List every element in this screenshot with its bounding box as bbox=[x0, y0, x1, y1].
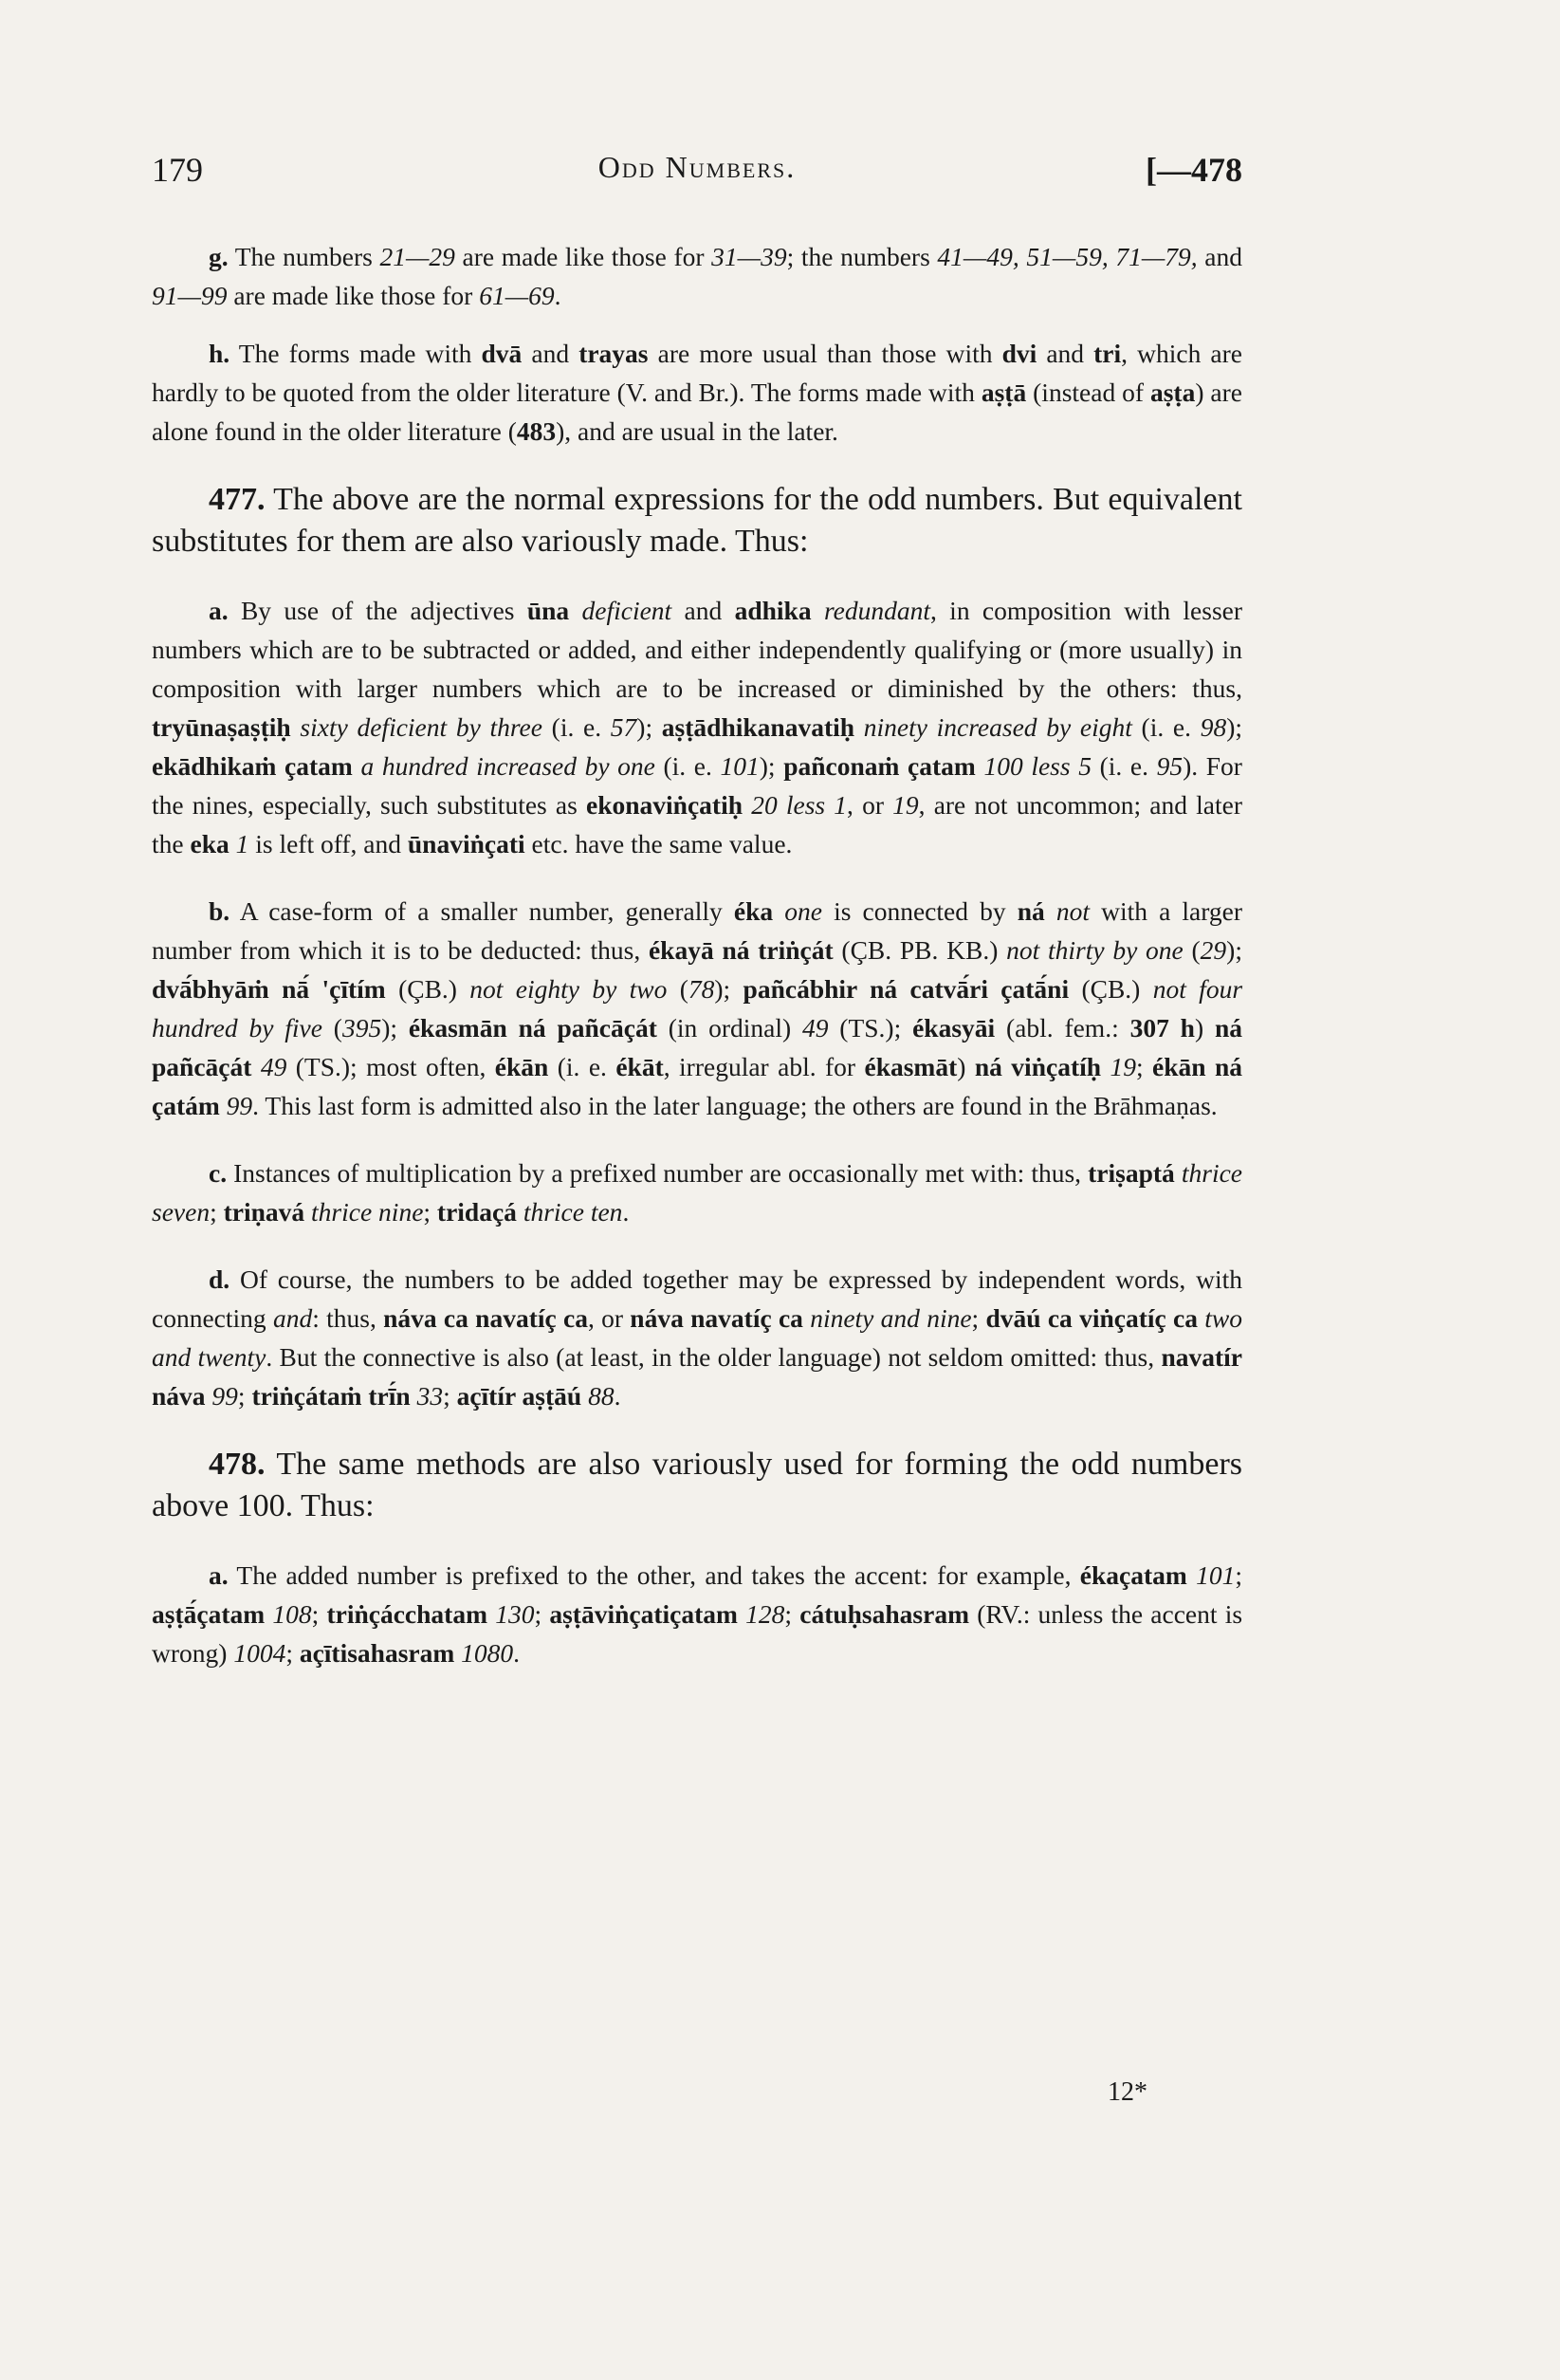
italic-gloss: 98 bbox=[1200, 712, 1227, 742]
text-run bbox=[738, 1599, 745, 1629]
text-run: ; bbox=[971, 1303, 986, 1333]
italic-gloss: 108 bbox=[272, 1599, 312, 1629]
text-run: are made like those for bbox=[227, 281, 480, 310]
paragraph-477b bbox=[152, 892, 1242, 1125]
bold-term: tridaçá bbox=[436, 1197, 517, 1227]
bold-term: navatír náva bbox=[152, 1342, 1242, 1411]
italic-gloss: 33 bbox=[416, 1381, 444, 1411]
text-run: are made like those for bbox=[454, 242, 712, 271]
bold-term: ekādhikaṁ çatam bbox=[152, 751, 353, 781]
italic-gloss: 21—29 bbox=[379, 242, 455, 271]
text-run: is connected by bbox=[821, 896, 1018, 926]
text-run: with a larger number from which it is to be deducted: thus, bbox=[152, 896, 1243, 965]
bold-term: ekonaviṅçatiḥ bbox=[585, 790, 743, 820]
italic-gloss: 101 bbox=[720, 751, 760, 781]
italic-gloss: 101 bbox=[1196, 1560, 1236, 1590]
italic-gloss: ninety and nine bbox=[810, 1303, 972, 1333]
text-run: ) bbox=[957, 1052, 975, 1081]
paragraph-476h bbox=[152, 334, 1242, 451]
bold-term: triṅçácchatam bbox=[326, 1599, 487, 1629]
bold-term: dvā́bhyāṁ nā́ 'çītím bbox=[152, 974, 386, 1004]
text-run: (i. e. bbox=[1131, 712, 1201, 742]
text-run: ); bbox=[381, 1013, 409, 1042]
bold-term: ékayā ná triṅçát bbox=[648, 935, 834, 965]
bold-term: dvā bbox=[481, 339, 523, 368]
bold-term: ékasmāt bbox=[864, 1052, 958, 1081]
italic-gloss: 31—39 bbox=[711, 242, 787, 271]
text-run: ; bbox=[443, 1381, 457, 1411]
bold-term: ékasmān ná pañcāçát bbox=[408, 1013, 657, 1042]
paragraph-476g bbox=[152, 237, 1242, 315]
text-run: (i. e. bbox=[541, 712, 611, 742]
paragraph-477a bbox=[152, 591, 1242, 863]
italic-gloss: one bbox=[784, 896, 822, 926]
text-run: (i. e. bbox=[548, 1052, 616, 1081]
text-run: (i. e. bbox=[654, 751, 721, 781]
text-run: ); bbox=[714, 974, 743, 1004]
bold-term: triṇavá bbox=[223, 1197, 305, 1227]
text-run: By use of the adjectives bbox=[228, 596, 527, 625]
italic-gloss: 128 bbox=[745, 1599, 785, 1629]
text-run: , or bbox=[587, 1303, 631, 1333]
bold-term: ná bbox=[1017, 896, 1045, 926]
bold-term: 477. bbox=[209, 482, 266, 517]
paragraph-478 bbox=[152, 1444, 1242, 1527]
italic-gloss: redundant bbox=[823, 596, 930, 625]
italic-gloss: 88 bbox=[588, 1381, 615, 1411]
bold-term: 478. bbox=[209, 1447, 266, 1482]
text-run: , in composition with lesser numbers which are to be subtracted or added, and either independently qualifying or (more usually) in composition with larger numbers which are to be increased or diminished by the others: thus, bbox=[152, 596, 1243, 703]
text-run: (ÇB. PB. KB.) bbox=[833, 935, 1007, 965]
text-run bbox=[1187, 1560, 1196, 1590]
italic-gloss: 49 bbox=[801, 1013, 829, 1042]
text-run: etc. have the same value. bbox=[524, 829, 793, 858]
text-run bbox=[411, 1381, 417, 1411]
text-run: is left off, and bbox=[248, 829, 408, 858]
bold-term: açītír aṣṭāú bbox=[456, 1381, 582, 1411]
text-run bbox=[812, 596, 824, 625]
text-run bbox=[304, 1197, 311, 1227]
text-run bbox=[743, 790, 751, 820]
bold-term: ékān bbox=[494, 1052, 549, 1081]
bold-term: triṅçátaṁ trī́n bbox=[251, 1381, 411, 1411]
section-reference: [—478 bbox=[1146, 151, 1242, 189]
italic-gloss: not thirty by one bbox=[1006, 935, 1184, 965]
bold-term: tryūnaṣaṣṭiḥ bbox=[152, 712, 291, 742]
text-run bbox=[773, 896, 784, 926]
text-run: ), and are usual in the later. bbox=[556, 416, 838, 446]
bold-term: b. bbox=[209, 896, 230, 926]
bold-term: ékaçatam bbox=[1079, 1560, 1187, 1590]
italic-gloss: not bbox=[1055, 896, 1090, 926]
text-run: and bbox=[522, 339, 579, 368]
bold-term: 307 h bbox=[1129, 1013, 1195, 1042]
italic-gloss: 91—99 bbox=[152, 281, 228, 310]
italic-gloss: 29 bbox=[1200, 935, 1227, 965]
italic-gloss: 19 bbox=[1110, 1052, 1136, 1081]
bold-term: aṣṭā bbox=[981, 378, 1027, 407]
italic-gloss: 100 less 5 bbox=[983, 751, 1092, 781]
text-run: (instead of bbox=[1026, 378, 1150, 407]
bold-term: ūnaviṅçati bbox=[407, 829, 525, 858]
text-run bbox=[487, 1599, 495, 1629]
text-run: The above are the normal expressions for the odd numbers. But equivalent substitutes for them are also variously made. Thus: bbox=[152, 482, 1242, 559]
italic-gloss: thrice nine bbox=[311, 1197, 424, 1227]
text-run bbox=[569, 596, 581, 625]
text-run: ; bbox=[534, 1599, 550, 1629]
paragraph-477 bbox=[152, 479, 1242, 563]
text-run: ; bbox=[210, 1197, 224, 1227]
text-run: , which are hardly to be quoted from the older literature (V. and Br.). The forms made with bbox=[152, 339, 1242, 407]
text-run: ; bbox=[784, 1599, 800, 1629]
bold-term: éka bbox=[733, 896, 774, 926]
text-run: ) are alone found in the older literature ( bbox=[152, 378, 1242, 446]
text-run: ( bbox=[321, 1013, 342, 1042]
text-run: ( bbox=[667, 974, 688, 1004]
text-run: , irregular abl. for bbox=[663, 1052, 865, 1081]
bold-term: açītisahasram bbox=[299, 1638, 455, 1668]
text-run: ; bbox=[285, 1638, 300, 1668]
bold-term: trayas bbox=[578, 339, 649, 368]
text-run bbox=[220, 1091, 227, 1120]
bold-term: aṣṭā́çatam bbox=[152, 1599, 266, 1629]
italic-gloss: sixty deficient by three bbox=[300, 712, 542, 742]
text-run: . This last form is admitted also in the later language; the others are found in the Brāhmaṇas. bbox=[252, 1091, 1218, 1120]
italic-gloss: thrice ten bbox=[523, 1197, 623, 1227]
bold-term: cátuḥsahasram bbox=[799, 1599, 969, 1629]
paragraph-477c bbox=[152, 1153, 1242, 1231]
italic-gloss: not eighty by two bbox=[469, 974, 668, 1004]
bold-term: dvi bbox=[1001, 339, 1037, 368]
text-run: A case-form of a smaller number, generally bbox=[229, 896, 734, 926]
bold-term: ékān ná çatám bbox=[152, 1052, 1243, 1120]
bold-term: tri bbox=[1093, 339, 1122, 368]
bold-term: pañcábhir ná catvā́ri çatā́ni bbox=[743, 974, 1070, 1004]
text-run: ; the numbers bbox=[786, 242, 938, 271]
text-run: ); bbox=[636, 712, 662, 742]
text-run: . bbox=[554, 281, 561, 310]
text-run: . bbox=[513, 1638, 521, 1668]
text-run: : thus, bbox=[312, 1303, 384, 1333]
italic-gloss: 95 bbox=[1156, 751, 1184, 781]
text-run: Instances of multiplication by a prefixed number are occasionally met with: thus, bbox=[227, 1158, 1089, 1188]
text-run bbox=[251, 1052, 260, 1081]
bold-term: ékasyāi bbox=[912, 1013, 996, 1042]
italic-gloss: 49 bbox=[260, 1052, 287, 1081]
bold-term: triṣaptá bbox=[1088, 1158, 1175, 1188]
bold-term: h. bbox=[209, 339, 230, 368]
text-run: (TS.); bbox=[828, 1013, 913, 1042]
italic-gloss: 1080 bbox=[461, 1638, 514, 1668]
bold-term: a. bbox=[209, 596, 229, 625]
italic-gloss: a hundred increased by one bbox=[360, 751, 655, 781]
italic-gloss: ninety increased by eight bbox=[863, 712, 1132, 742]
page-number: 179 bbox=[152, 151, 203, 189]
text-run: The forms made with bbox=[229, 339, 482, 368]
text-run: (RV.: unless the accent is wrong) bbox=[152, 1599, 1243, 1668]
bold-term: ékāt bbox=[615, 1052, 664, 1081]
text-run: and bbox=[1197, 242, 1242, 271]
italic-gloss: deficient bbox=[581, 596, 672, 625]
italic-gloss: two and twenty bbox=[152, 1303, 1242, 1372]
text-run bbox=[1045, 896, 1056, 926]
italic-gloss: not four hundred by five bbox=[152, 974, 1243, 1042]
bold-term: aṣṭādhikanavatiḥ bbox=[661, 712, 855, 742]
text-run bbox=[229, 829, 236, 858]
italic-gloss: 57 bbox=[610, 712, 637, 742]
italic-gloss: 41—49, 51—59, 71—79, bbox=[937, 242, 1198, 271]
text-run: ); bbox=[1226, 935, 1242, 965]
bold-term: a. bbox=[209, 1560, 229, 1590]
italic-gloss: 130 bbox=[495, 1599, 535, 1629]
italic-gloss: 1004 bbox=[233, 1638, 286, 1668]
text-run bbox=[1175, 1158, 1182, 1188]
bold-term: aṣṭa bbox=[1149, 378, 1196, 407]
italic-gloss: 20 less 1 bbox=[751, 790, 848, 820]
italic-gloss: 99 bbox=[211, 1381, 238, 1411]
italic-gloss: 1 bbox=[235, 829, 249, 858]
text-run: Of course, the numbers to be added together may be expressed by independent words, with connecting bbox=[152, 1264, 1242, 1333]
text-run: ); bbox=[1226, 712, 1242, 742]
text-run bbox=[517, 1197, 523, 1227]
italic-gloss: thrice seven bbox=[152, 1158, 1243, 1227]
text-run: ) bbox=[1194, 1013, 1215, 1042]
text-run: ; bbox=[237, 1381, 252, 1411]
bold-term: adhika bbox=[734, 596, 812, 625]
text-run bbox=[291, 712, 301, 742]
bold-term: eka bbox=[190, 829, 229, 858]
text-run: , or bbox=[847, 790, 893, 820]
text-run: ; bbox=[1135, 1052, 1153, 1081]
text-run: ; bbox=[311, 1599, 327, 1629]
text-run: (TS.); most often, bbox=[286, 1052, 495, 1081]
bold-term: aṣṭāviṅçatiçatam bbox=[549, 1599, 738, 1629]
text-run: (ÇB.) bbox=[385, 974, 470, 1004]
bold-term: náva ca navatíç ca bbox=[383, 1303, 588, 1333]
italic-gloss: 395 bbox=[341, 1013, 382, 1042]
bold-term: c. bbox=[209, 1158, 228, 1188]
paragraph-477d bbox=[152, 1260, 1242, 1415]
text-run: (ÇB.) bbox=[1069, 974, 1153, 1004]
text-run: (in ordinal) bbox=[656, 1013, 802, 1042]
text-run: . bbox=[622, 1197, 630, 1227]
running-title: Odd Numbers. bbox=[597, 150, 797, 184]
page-body bbox=[152, 237, 1242, 1672]
text-run: and bbox=[1037, 339, 1094, 368]
italic-gloss: 19 bbox=[892, 790, 919, 820]
text-run: . bbox=[614, 1381, 621, 1411]
bold-term: pañconaṁ çatam bbox=[783, 751, 976, 781]
text-run: ; bbox=[423, 1197, 437, 1227]
bold-term: dvāú ca viṅçatíç ca bbox=[985, 1303, 1198, 1333]
text-run: The added number is prefixed to the other, and takes the accent: for example, bbox=[228, 1560, 1080, 1590]
paragraph-478a bbox=[152, 1556, 1242, 1672]
bold-term: ná pañcāçát bbox=[152, 1013, 1242, 1081]
text-run: (i. e. bbox=[1091, 751, 1157, 781]
text-run: The numbers bbox=[228, 242, 380, 271]
bold-term: d. bbox=[209, 1264, 230, 1294]
text-run: and bbox=[671, 596, 735, 625]
bold-term: 483 bbox=[516, 416, 557, 446]
signature-mark: 12* bbox=[1108, 2077, 1147, 2107]
text-run: (abl. fem.: bbox=[995, 1013, 1130, 1042]
running-header bbox=[152, 150, 1242, 207]
text-run: ( bbox=[1183, 935, 1201, 965]
italic-gloss: 99 bbox=[226, 1091, 253, 1120]
text-run: The same methods are also variously used for forming the odd numbers above 100. Thus: bbox=[152, 1447, 1242, 1523]
text-run bbox=[854, 712, 864, 742]
text-run: are more usual than those with bbox=[648, 339, 1002, 368]
bold-term: g. bbox=[209, 242, 229, 271]
text-run: . But the connective is also (at least, in the older language) not seldom omitted: thus, bbox=[266, 1342, 1162, 1372]
text-run: ). For the nines, especially, such substitutes as bbox=[152, 751, 1242, 820]
bold-term: ná viṅçatíḥ bbox=[974, 1052, 1102, 1081]
text-run: ); bbox=[759, 751, 784, 781]
text-run: ; bbox=[1235, 1560, 1243, 1590]
italic-gloss: 61—69 bbox=[479, 281, 555, 310]
italic-gloss: 78 bbox=[688, 974, 715, 1004]
bold-term: ūna bbox=[526, 596, 570, 625]
bold-term: náva navatíç ca bbox=[630, 1303, 803, 1333]
text-run: , are not uncommon; and later the bbox=[152, 790, 1242, 858]
italic-gloss: and bbox=[272, 1303, 313, 1333]
